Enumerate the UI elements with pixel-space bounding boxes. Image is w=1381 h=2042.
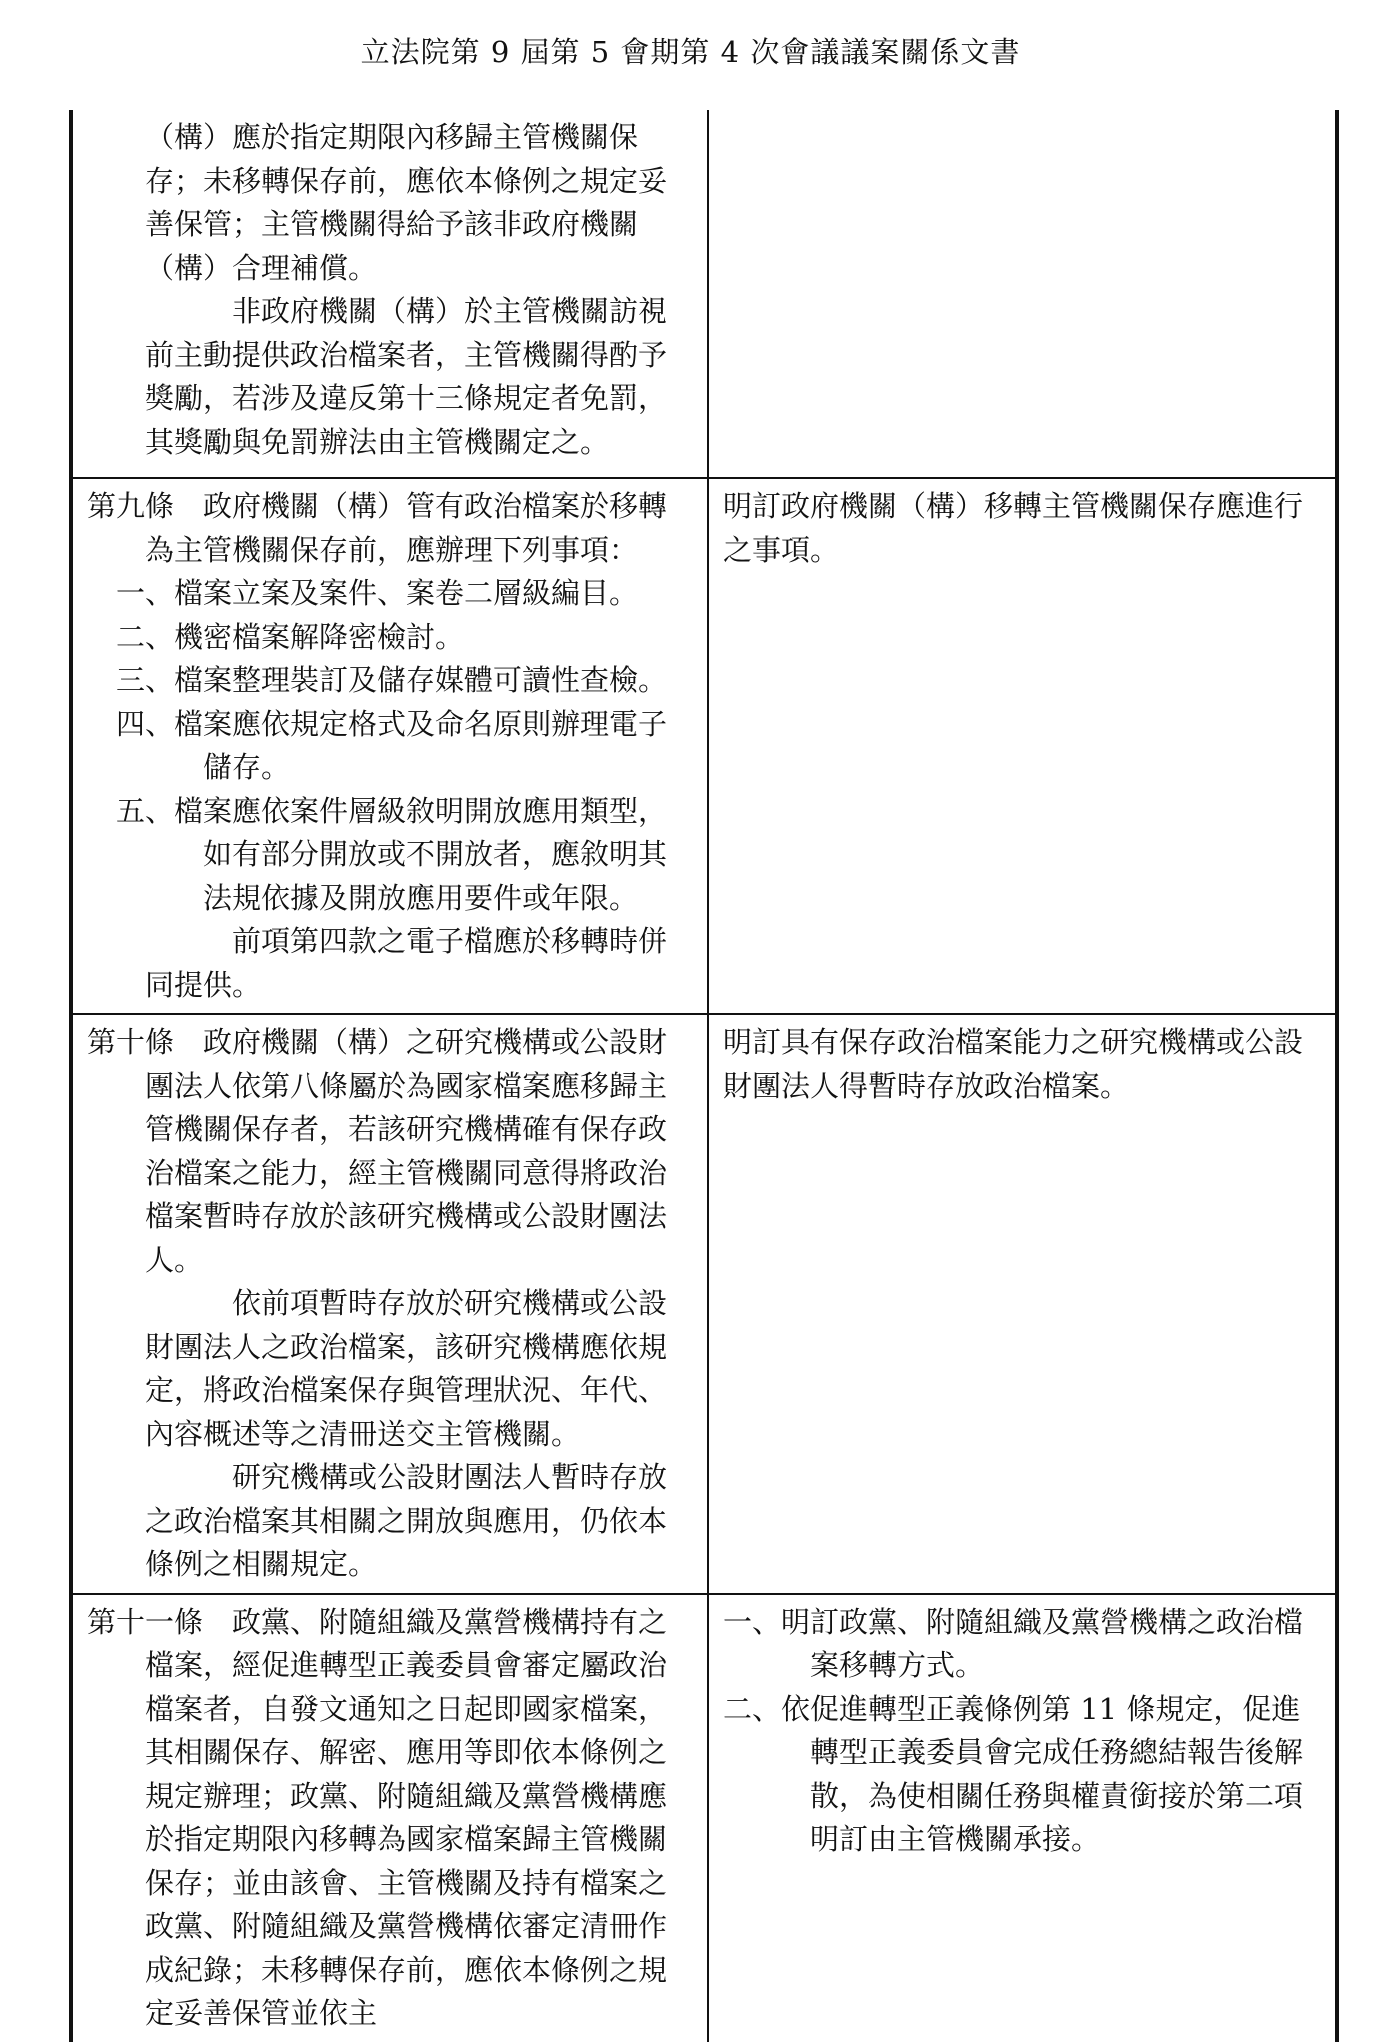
article-text-cell [71,1594,708,2042]
list-item: 五、檔案應依案件層級敘明開放應用類型，如有部分開放或不開放者，應敘明其法規依據及開放應用要件或年限。 [116,793,668,915]
table-row [71,478,1337,1014]
article-paragraph: 依前項暫時存放於研究機構或公設財團法人之政治檔案，該研究機構應依規定，將政治檔案保存與管理狀況、年代、內容概述等之清冊送交主管機關。 [145,1286,668,1451]
article-paragraph: 非政府機關（構）於主管機關訪視前主動提供政治檔案者，主管機關得酌予獎勵，若涉及違反第十三條規定者免罰，其獎勵與免罰辦法由主管機關定之。 [145,294,668,459]
list-item: 四、檔案應依規定格式及命名原則辦理電子儲存。 [116,706,668,784]
explanation-text: 明訂政府機關（構）移轉主管機關保存應進行之事項。 [723,489,1304,567]
table-row [71,1014,1337,1594]
article-paragraph: 前項第四款之電子檔應於移轉時併同提供。 [145,924,668,1002]
article-text-cell [71,110,708,478]
article-text-cell [71,478,708,1014]
explanation-cell [708,1014,1337,1594]
article-lead [87,1601,693,2036]
explanation-item: 一、明訂政黨、附隨組織及黨營機構之政治檔案移轉方式。 [723,1604,1304,1682]
explanation-cell [708,1594,1337,2042]
list-item: 二、機密檔案解降密檢討。 [116,619,465,654]
article-lead [87,1021,693,1282]
list-item: 一、檔案立案及案件、案卷二層級編目。 [116,576,639,610]
article-lead-text: 政府機關（構）之研究機構或公設財團法人依第八條屬於為國家檔案應移歸主管機關保存者，若該研究機構確有保存政治檔案之能力，經主管機關同意得將政治檔案暫時存放於該研究機構或公設財團法人。 [145,1025,668,1277]
article-number: 第九條 [87,489,175,523]
explanation-item: 二、依促進轉型正義條例第 11 條規定，促進轉型正義委員會完成任務總結報告後解散，為使相關任務與權責銜接於第二項明訂由主管機關承接。 [723,1691,1304,1856]
article-paragraph: 研究機構或公設財團法人暫時存放之政治檔案其相關之開放與應用，仍依本條例之相關規定。 [145,1460,668,1581]
explanation-cell [708,110,1337,478]
article-lead [87,485,693,572]
explanation-cell [708,478,1337,1014]
table-row [71,110,1337,478]
explanation-text: 明訂具有保存政治檔案能力之研究機構或公設財團法人得暫時存放政治檔案。 [723,1025,1304,1103]
comparison-table [69,110,1339,2042]
article-lead-text: 政黨、附隨組織及黨營機構持有之檔案，經促進轉型正義委員會審定屬政治檔案者，自發文通知之日起即國家檔案，其相關保存、解密、應用等即依本條例之規定辦理；政黨、附隨組織及黨營機構應於指定期限內移轉為國家檔案歸主管機關保存；並由該會、主管機關及持有檔案之政黨、附隨組織及黨營機構依審定清冊作成紀錄；未移轉保存前，應依本條例之規定妥善保管並依主 [145,1604,668,2030]
article-text-cell [71,1014,708,1594]
list-item: 三、檔案整理裝訂及儲存媒體可讀性查檢。 [116,663,668,697]
page-header: 立法院第 9 屆第 5 會期第 4 次會議議案關係文書 [360,35,1021,69]
table-row [71,1594,1337,2042]
article-number: 第十條 [87,1025,175,1059]
article-lead-text: 政府機關（構）管有政治檔案於移轉為主管機關保存前，應辦理下列事項： [145,489,668,567]
article-continuation: （構）應於指定期限內移歸主管機關保存；未移轉保存前，應依本條例之規定妥善保管；主管機關得給予該非政府機關（構）合理補償。 [145,120,668,285]
article-number: 第十一條 [87,1604,204,1639]
